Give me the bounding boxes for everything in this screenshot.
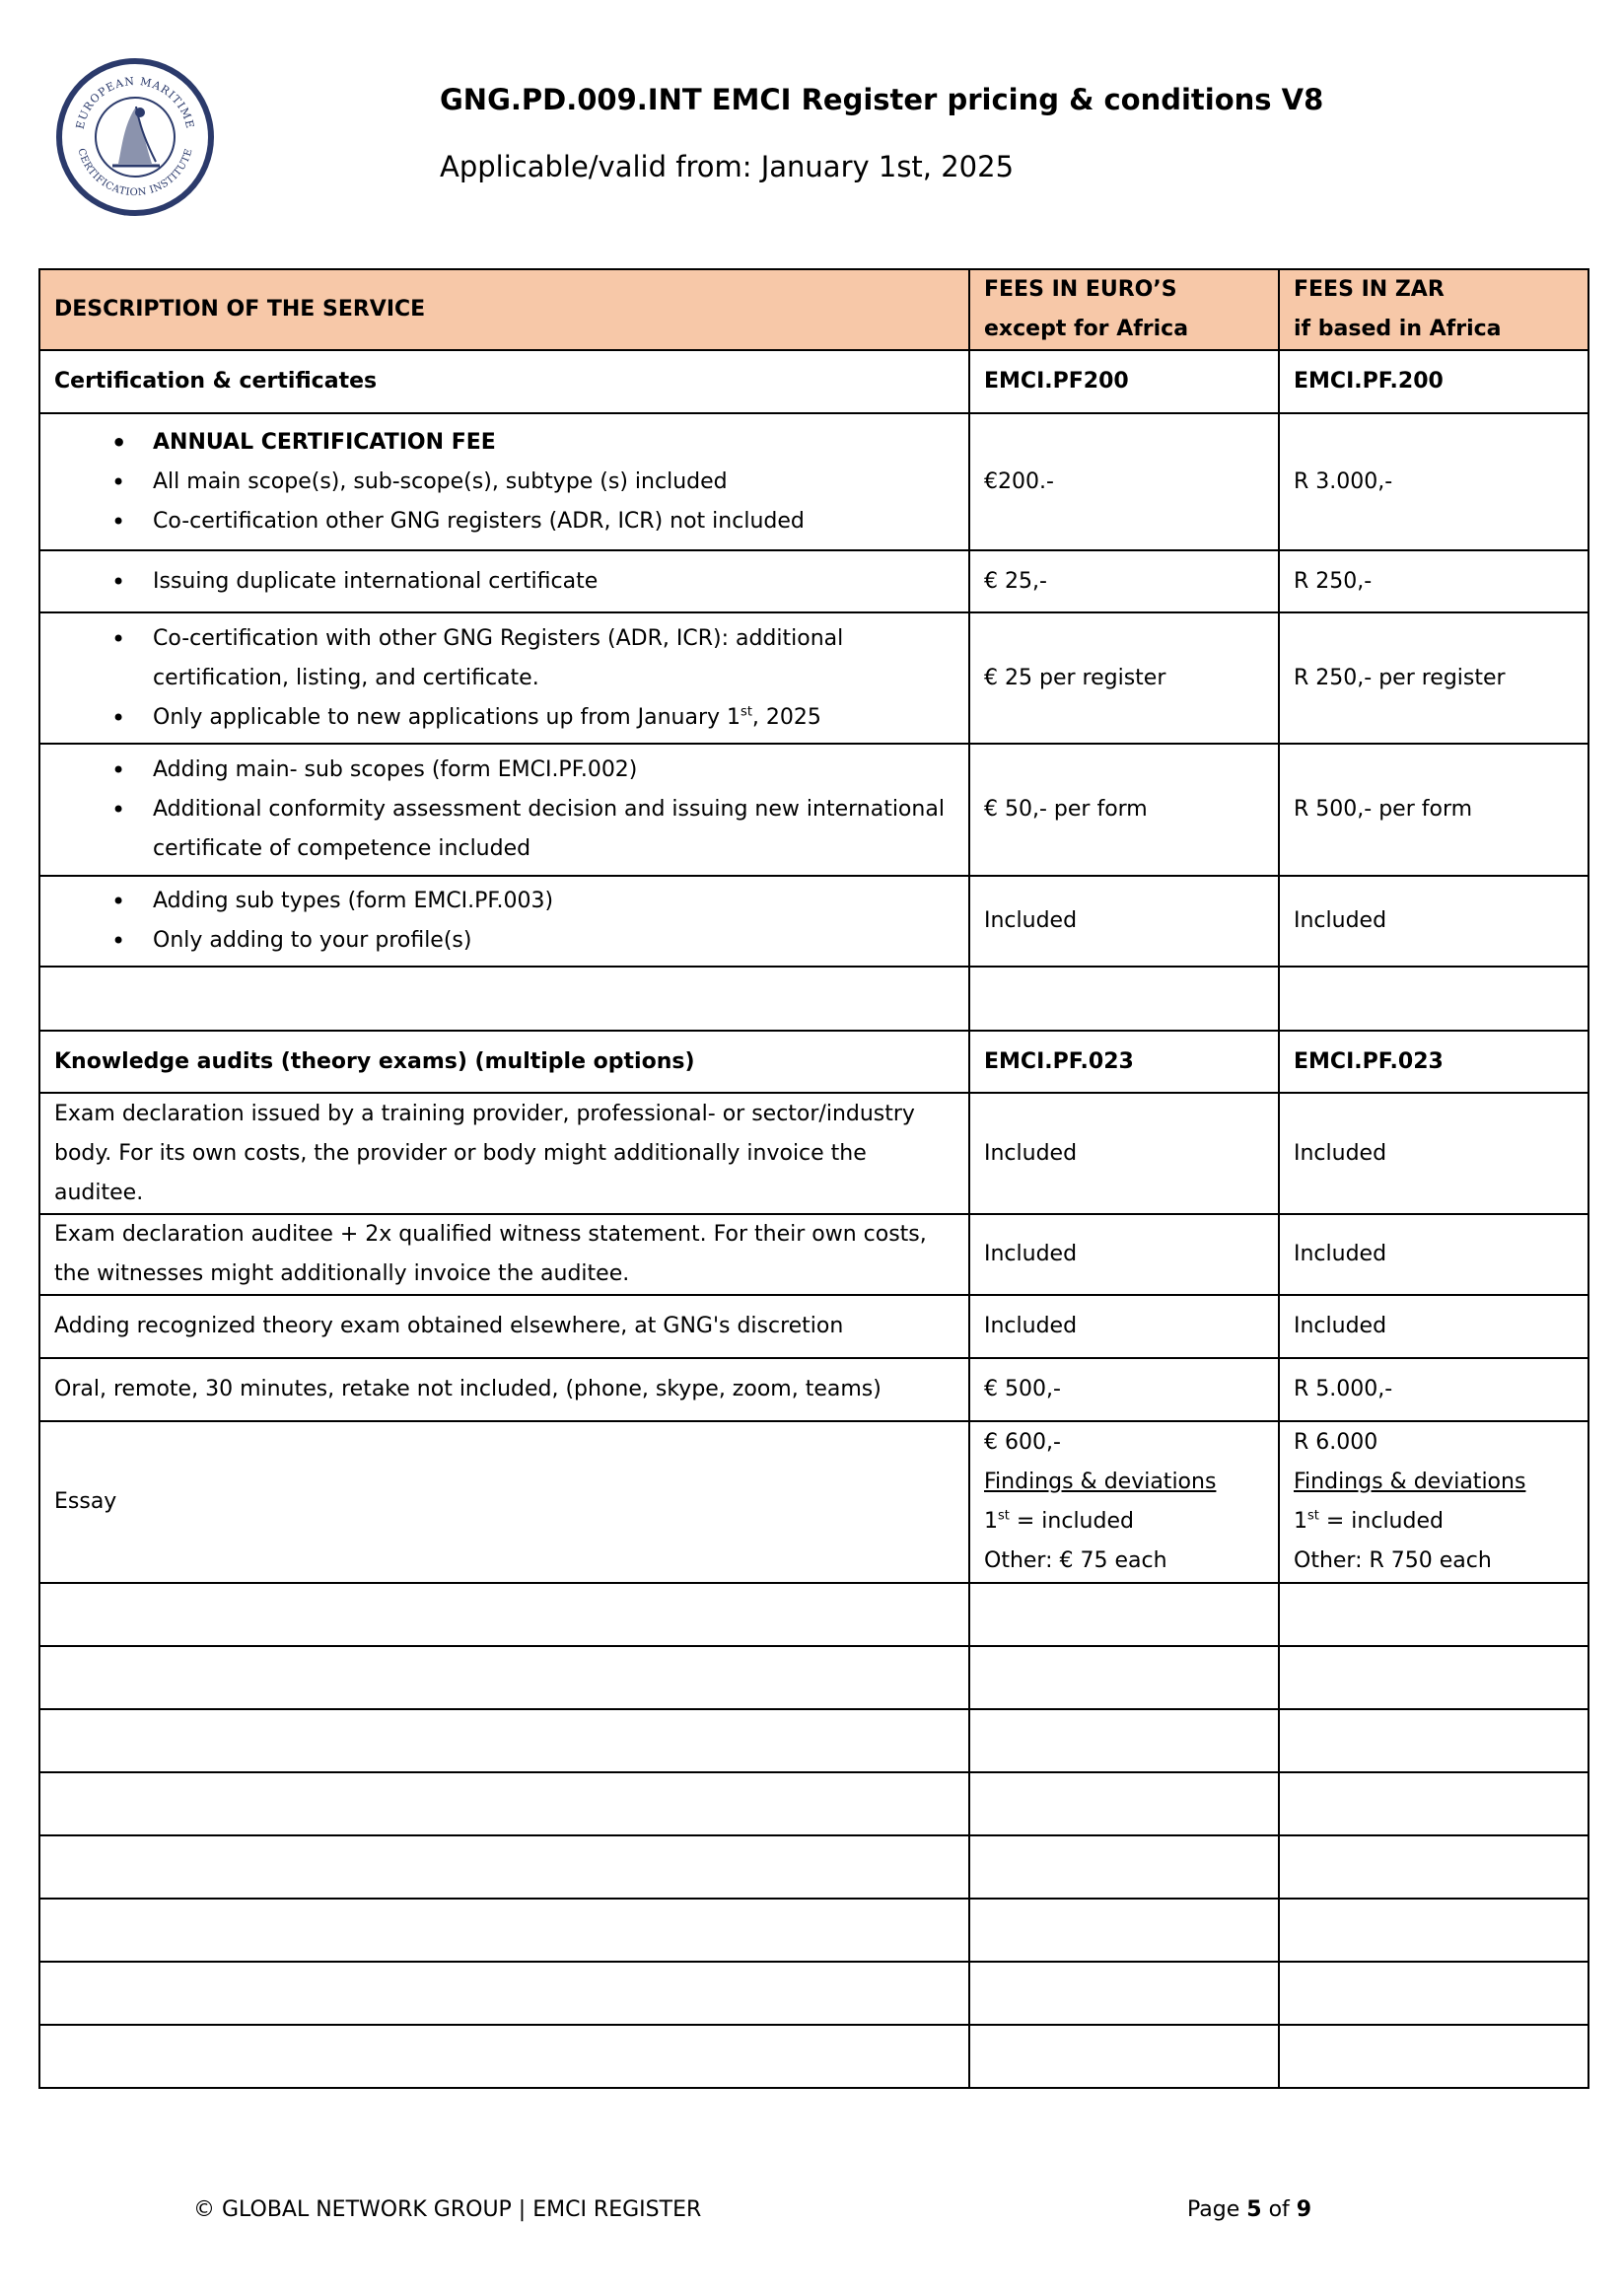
bullet-item: • Co-certification other GNG registers (ADR, ICR) not included	[54, 502, 954, 541]
service-description	[39, 550, 969, 612]
zar-fee: Included	[1279, 1093, 1588, 1214]
bullet-item: • Issuing duplicate international certificate	[54, 562, 954, 602]
page-current: 5	[1246, 2197, 1262, 2222]
bullet-item	[54, 698, 954, 738]
eur-fee: €200.-	[969, 413, 1279, 550]
zar-fee: Included	[1279, 876, 1588, 967]
duplicate-certificate-row	[39, 550, 1588, 612]
ordinal-suffix: st	[741, 704, 752, 720]
adding-scopes-row	[39, 744, 1588, 876]
exam-row	[39, 1214, 1588, 1295]
eur-fee	[969, 1421, 1279, 1583]
zar-fee: R 250,-	[1279, 550, 1588, 612]
service-description	[39, 744, 969, 876]
empty-row	[39, 967, 1588, 1031]
eur-fee: € 25 per register	[969, 612, 1279, 744]
essay-row	[39, 1421, 1588, 1583]
zar-fee: R 250,- per register	[1279, 612, 1588, 744]
certification-section-row	[39, 350, 1588, 413]
eur-column-header	[969, 269, 1279, 350]
valid-from-date: Applicable/valid from: January 1st, 2025	[440, 150, 1015, 183]
page-of: of	[1261, 2197, 1297, 2222]
bullet-item: • Additional conformity assessment decision and issuing new international certificate of competence included	[54, 790, 954, 869]
footer-copyright: © GLOBAL NETWORK GROUP | EMCI REGISTER	[193, 2197, 702, 2222]
zar-header-line2: if based in Africa	[1294, 317, 1502, 341]
eur-price: € 600,-	[984, 1430, 1061, 1455]
emci-logo	[53, 55, 217, 219]
logo-bottom-text: CERTIFICATION INSTITUTE	[75, 147, 195, 199]
eur-header-line1: FEES IN EURO’S	[984, 277, 1177, 302]
ordinal-number: 1	[984, 1509, 998, 1534]
included-text: = included	[1318, 1509, 1444, 1534]
zar-fee: Included	[1279, 1295, 1588, 1358]
empty-row	[39, 1709, 1588, 1772]
service-description: Adding recognized theory exam obtained elsewhere, at GNG's discretion	[39, 1295, 969, 1358]
eur-fee: € 500,-	[969, 1358, 1279, 1421]
description-column-header: DESCRIPTION OF THE SERVICE	[39, 269, 969, 350]
findings-label: Findings & deviations	[1294, 1470, 1526, 1494]
zar-column-header	[1279, 269, 1588, 350]
logo-top-text: EUROPEAN MARITIME	[73, 74, 197, 131]
bullet-text: Only applicable to new applications up from January 1	[153, 704, 741, 730]
exam-row	[39, 1358, 1588, 1421]
knowledge-section-row	[39, 1031, 1588, 1093]
eur-fee: € 50,- per form	[969, 744, 1279, 876]
page-label: Page	[1187, 2197, 1247, 2222]
findings-label: Findings & deviations	[984, 1470, 1217, 1494]
other-price: Other: R 750 each	[1294, 1548, 1492, 1573]
co-certification-row	[39, 612, 1588, 744]
section-title: Knowledge audits (theory exams) (multiple options)	[39, 1031, 969, 1093]
empty-row	[39, 1772, 1588, 1835]
bullet-text-end: , 2025	[751, 704, 821, 730]
exam-row	[39, 1295, 1588, 1358]
bullet-item: • All main scope(s), sub-scope(s), subtype (s) included	[54, 463, 954, 502]
zar-header-line1: FEES IN ZAR	[1294, 277, 1445, 302]
zar-price: R 6.000	[1294, 1430, 1378, 1455]
pricing-table	[38, 268, 1589, 2089]
zar-form-code: EMCI.PF.023	[1279, 1031, 1588, 1093]
ordinal-suffix: st	[1307, 1508, 1319, 1524]
bullet-item: • Co-certification with other GNG Registers (ADR, ICR): additional certification, listing, and certificate.	[54, 619, 954, 698]
zar-fee: Included	[1279, 1214, 1588, 1295]
ordinal-suffix: st	[998, 1508, 1010, 1524]
empty-row	[39, 1899, 1588, 1962]
empty-row	[39, 1962, 1588, 2025]
eur-header-line2: except for Africa	[984, 317, 1189, 341]
page-number	[1187, 2197, 1311, 2222]
eur-fee: Included	[969, 1214, 1279, 1295]
table-header-row	[39, 269, 1588, 350]
empty-row	[39, 1835, 1588, 1899]
zar-fee	[1279, 1421, 1588, 1583]
service-description: Exam declaration issued by a training provider, professional- or sector/industry body. For its own costs, the provider or body might additionally invoice the auditee.	[39, 1093, 969, 1214]
eur-fee: Included	[969, 1295, 1279, 1358]
empty-row	[39, 2025, 1588, 2088]
eur-fee: € 25,-	[969, 550, 1279, 612]
bullet-item: • Adding sub types (form EMCI.PF.003)	[54, 882, 954, 921]
ordinal-number: 1	[1294, 1509, 1307, 1534]
service-description	[39, 413, 969, 550]
exam-row	[39, 1093, 1588, 1214]
eur-form-code: EMCI.PF.023	[969, 1031, 1279, 1093]
annual-fee-row	[39, 413, 1588, 550]
eur-fee: Included	[969, 1093, 1279, 1214]
first-included	[984, 1502, 1264, 1542]
page-total: 9	[1296, 2197, 1312, 2222]
zar-fee: R 500,- per form	[1279, 744, 1588, 876]
included-text: = included	[1009, 1509, 1134, 1534]
zar-fee: R 5.000,-	[1279, 1358, 1588, 1421]
document-title: GNG.PD.009.INT EMCI Register pricing & conditions V8	[440, 83, 1324, 116]
bullet-item: • ANNUAL CERTIFICATION FEE	[54, 423, 954, 463]
service-description: Oral, remote, 30 minutes, retake not included, (phone, skype, zoom, teams)	[39, 1358, 969, 1421]
eur-fee: Included	[969, 876, 1279, 967]
section-title: Certification & certificates	[39, 350, 969, 413]
eur-form-code: EMCI.PF200	[969, 350, 1279, 413]
empty-row	[39, 1583, 1588, 1646]
service-description	[39, 876, 969, 967]
other-price: Other: € 75 each	[984, 1548, 1167, 1573]
empty-row	[39, 1646, 1588, 1709]
bullet-item: • Only adding to your profile(s)	[54, 921, 954, 961]
adding-subtypes-row	[39, 876, 1588, 967]
bullet-item: • Adding main- sub scopes (form EMCI.PF.002)	[54, 751, 954, 790]
service-description	[39, 612, 969, 744]
zar-fee: R 3.000,-	[1279, 413, 1588, 550]
zar-form-code: EMCI.PF.200	[1279, 350, 1588, 413]
service-description: Exam declaration auditee + 2x qualified witness statement. For their own costs, the witnesses might additionally invoice the auditee.	[39, 1214, 969, 1295]
service-description: Essay	[39, 1421, 969, 1583]
first-included	[1294, 1502, 1574, 1542]
